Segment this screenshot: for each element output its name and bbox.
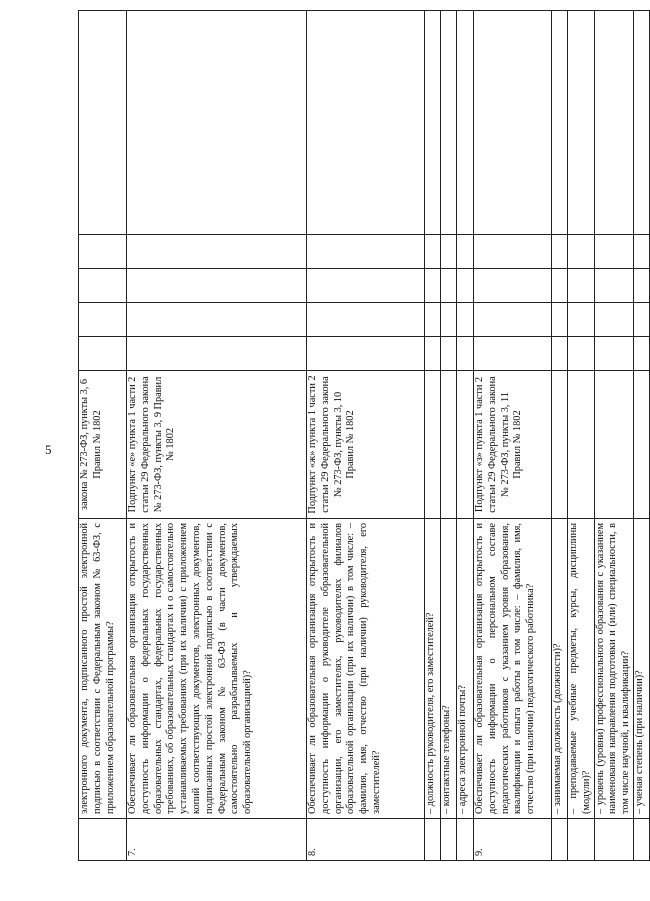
table-row [552, 11, 568, 861]
table-row [633, 11, 649, 861]
row-number: 7. [127, 819, 307, 861]
legal-reference-cell [594, 371, 633, 519]
answer-cell[interactable] [457, 269, 474, 303]
question-cell: – уровень (уровни) профессионального образования с указанием наименования направления подготовки и (или) специальности, в том числе научной, и квалификации? [594, 519, 633, 819]
answer-cell[interactable] [633, 303, 649, 337]
row-number [633, 819, 649, 861]
notes-cell[interactable] [127, 11, 307, 235]
answer-cell[interactable] [307, 303, 425, 337]
row-number [457, 819, 474, 861]
answer-cell[interactable] [552, 337, 568, 371]
answer-cell[interactable] [474, 235, 552, 269]
answer-cell[interactable] [307, 235, 425, 269]
answer-cell[interactable] [474, 337, 552, 371]
table-row [79, 11, 127, 861]
answer-cell[interactable] [425, 337, 441, 371]
table-row [425, 11, 441, 861]
question-cell: Обеспечивает ли образовательная организация открытость и доступность информации о персональном составе педагогических работников с указанием уровня образования, квалификации и опыта работы в том числе: – фамилия, имя, отчество (при наличии) педагогического работника? [474, 519, 552, 819]
question-cell: – ученая степень (при наличии)? [633, 519, 649, 819]
answer-cell[interactable] [568, 235, 595, 269]
answer-cell[interactable] [79, 303, 127, 337]
answer-cell[interactable] [425, 235, 441, 269]
table-row [594, 11, 633, 861]
notes-cell[interactable] [633, 11, 649, 235]
answer-cell[interactable] [474, 269, 552, 303]
answer-cell[interactable] [79, 269, 127, 303]
legal-reference-cell [457, 371, 474, 519]
answer-cell[interactable] [457, 337, 474, 371]
answer-cell[interactable] [633, 269, 649, 303]
answer-cell[interactable] [594, 337, 633, 371]
legal-reference-cell: Подпункт «з» пункта 1 части 2 статьи 29 Федерального закона № 273-ФЗ, пункты 3, 11 Правил № 1802 [474, 371, 552, 519]
answer-cell[interactable] [633, 337, 649, 371]
answer-cell[interactable] [79, 337, 127, 371]
answer-cell[interactable] [127, 303, 307, 337]
answer-cell[interactable] [474, 303, 552, 337]
row-number [441, 819, 457, 861]
answer-cell[interactable] [307, 337, 425, 371]
notes-cell[interactable] [307, 11, 425, 235]
legal-reference-cell [552, 371, 568, 519]
legal-reference-cell: Подпункт «ж» пункта 1 части 2 статьи 29 Федерального закона № 273-ФЗ, пункты 3, 10 Правил № 1802 [307, 371, 425, 519]
question-cell: Обеспечивает ли образовательная организация открытость и доступность информации о руководителе образовательной организации, его заместителях, руководителях филиалов образовательной организации (при их наличии) в том числе: – фамилия, имя, отчество (при наличии) руководителя, его заместителей? [307, 519, 425, 819]
legal-reference-cell [633, 371, 649, 519]
notes-cell[interactable] [457, 11, 474, 235]
notes-cell[interactable] [552, 11, 568, 235]
notes-cell[interactable] [425, 11, 441, 235]
answer-cell[interactable] [79, 235, 127, 269]
row-number: 8. [307, 819, 425, 861]
page-number: 5 [45, 442, 52, 457]
answer-cell[interactable] [441, 269, 457, 303]
question-cell: – занимаемая должность (должности)? [552, 519, 568, 819]
row-number [425, 819, 441, 861]
table-row [568, 11, 595, 861]
notes-cell[interactable] [568, 11, 595, 235]
question-cell: – должность руководителя, его заместителей? [425, 519, 441, 819]
answer-cell[interactable] [568, 303, 595, 337]
row-number [79, 819, 127, 861]
answer-cell[interactable] [594, 303, 633, 337]
answer-cell[interactable] [568, 269, 595, 303]
answer-cell[interactable] [568, 337, 595, 371]
table-row [127, 11, 307, 861]
table-row [457, 11, 474, 861]
notes-cell[interactable] [594, 11, 633, 235]
notes-cell[interactable] [79, 11, 127, 235]
legal-reference-cell: Подпункт «е» пункта 1 части 2 статьи 29 Федерального закона № 273-ФЗ, пункты 3, 9 Правил № 1802 [127, 371, 307, 519]
answer-cell[interactable] [441, 235, 457, 269]
table-row [474, 11, 552, 861]
answer-cell[interactable] [441, 337, 457, 371]
answer-cell[interactable] [552, 269, 568, 303]
answer-cell[interactable] [425, 269, 441, 303]
question-cell: электронного документа, подписанного простой электронной подписью в соответствии с Федеральным законом № 63-ФЗ, с приложением образовательной программы? [79, 519, 127, 819]
legal-reference-cell: закона № 273-ФЗ, пункты 3, 6 Правил № 1802 [79, 371, 127, 519]
question-cell: – преподаваемые учебные предметы, курсы, дисциплины (модули)? [568, 519, 595, 819]
answer-cell[interactable] [552, 235, 568, 269]
answer-cell[interactable] [127, 269, 307, 303]
answer-cell[interactable] [307, 269, 425, 303]
answer-cell[interactable] [552, 303, 568, 337]
answer-cell[interactable] [457, 235, 474, 269]
notes-cell[interactable] [474, 11, 552, 235]
answer-cell[interactable] [594, 269, 633, 303]
legal-reference-cell [568, 371, 595, 519]
question-cell: – контактные телефоны? [441, 519, 457, 819]
table-row [307, 11, 425, 861]
legal-reference-cell [425, 371, 441, 519]
table-row [441, 11, 457, 861]
row-number [594, 819, 633, 861]
answer-cell[interactable] [441, 303, 457, 337]
question-cell: Обеспечивает ли образовательная организация открытость и доступность информации о федеральных государственных образовательных стандартах, федеральных государственных требованиях, об образовательных стандартах и о самостоятельно устанавливаемых требованиях (при их наличии) с приложением копий соответствующих документов, электронных документов, подписанных простой электронной подписью в соответствии с Федеральным законом № 63-ФЗ (в части документов, самостоятельно разрабатываемых и утверждаемых образовательной организацией)? [127, 519, 307, 819]
answer-cell[interactable] [594, 235, 633, 269]
row-number [568, 819, 595, 861]
answer-cell[interactable] [127, 337, 307, 371]
row-number [552, 819, 568, 861]
checklist-table [78, 10, 650, 861]
checklist-body [79, 11, 650, 861]
answer-cell[interactable] [425, 303, 441, 337]
legal-reference-cell [441, 371, 457, 519]
question-cell: – адреса электронной почты? [457, 519, 474, 819]
answer-cell[interactable] [127, 235, 307, 269]
answer-cell[interactable] [457, 303, 474, 337]
answer-cell[interactable] [633, 235, 649, 269]
row-number: 9. [474, 819, 552, 861]
notes-cell[interactable] [441, 11, 457, 235]
